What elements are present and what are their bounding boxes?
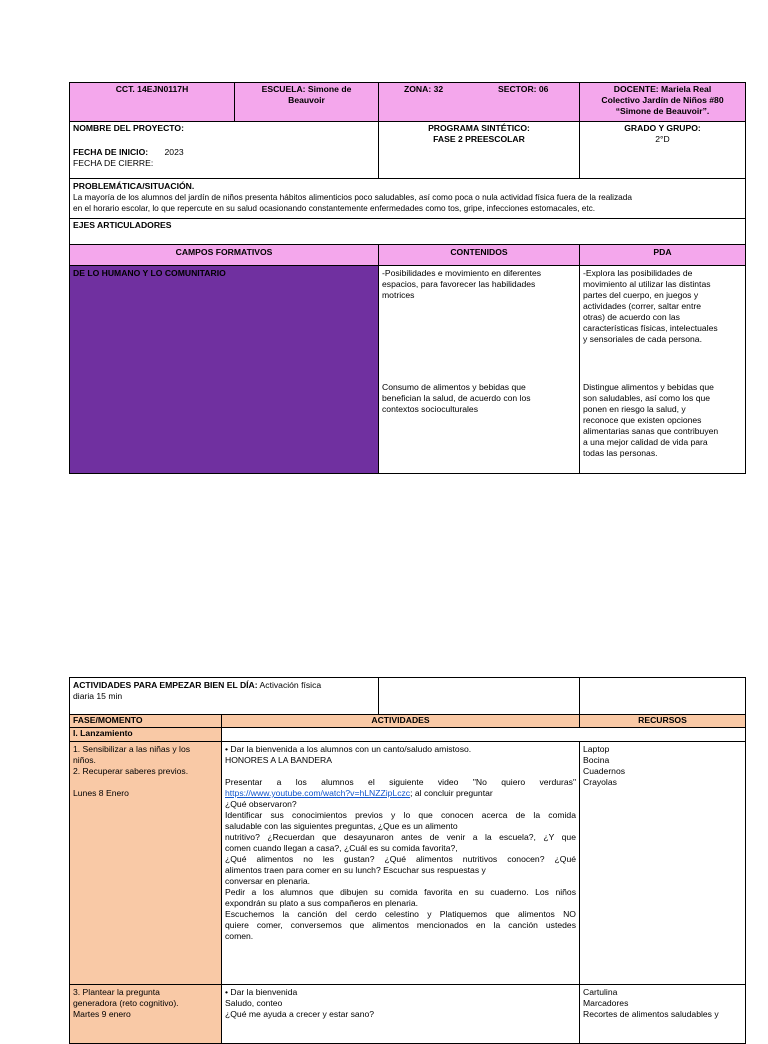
- fase-row-2-line: 3. Plantear la pregunta: [73, 987, 160, 997]
- actividades-row-1: [221, 741, 580, 985]
- header-campos: [69, 244, 379, 266]
- pda-2-line: ponen en riesgo la salud, y: [583, 404, 686, 414]
- grado-value: 2°D: [655, 134, 670, 144]
- recurso-item: Recortes de alimentos saludables y: [583, 1009, 719, 1019]
- video-link[interactable]: https://www.youtube.com/watch?v=hLNZZipLczc: [225, 788, 411, 798]
- recursos-row-2: [579, 984, 746, 1044]
- act-row-2-line: ¿Qué me ayuda a crecer y estar sano?: [225, 1009, 375, 1019]
- lanzamiento-cell: [69, 727, 222, 742]
- nombre-proyecto-label: NOMBRE DEL PROYECTO:: [73, 123, 184, 133]
- header-recursos-text: RECURSOS: [638, 715, 687, 725]
- contenido-1: [382, 268, 576, 301]
- recurso-item: Marcadores: [583, 998, 629, 1008]
- empty-cell: [579, 677, 746, 715]
- escuela-line: ESCUELA: Simone de: [261, 84, 352, 94]
- pda-2-line: Distingue alimentos y bebidas que: [583, 382, 714, 392]
- header-campos-text: CAMPOS FORMATIVOS: [175, 247, 273, 257]
- pda-1-line: actividades (correr, saltar entre: [583, 301, 701, 311]
- pda-2-line: todas las personas.: [583, 448, 658, 458]
- pda-2-line: a una mejor calidad de vida para: [583, 437, 708, 447]
- recursos-row-1: [579, 741, 746, 985]
- fase-row-1-line: 1. Sensibilizar a las niñas y los: [73, 744, 191, 754]
- pda-1-line: características físicas, intelectuales: [583, 323, 718, 333]
- cct-cell: [69, 82, 235, 122]
- actividades-dia-label: ACTIVIDADES PARA EMPEZAR BIEN EL DÍA:: [73, 680, 258, 690]
- fase-row-2-line: Martes 9 enero: [73, 1009, 131, 1019]
- problematica-cell: [69, 178, 746, 219]
- act-body-line: comen cuando llegan a casa?, ¿Cuál es su comida favorita?,: [225, 843, 458, 853]
- pda-2-line: reconoce que existen opciones: [583, 415, 702, 425]
- fecha-cierre-label: FECHA DE CIERRE:: [73, 158, 154, 168]
- programa-line: PROGRAMA SINTÉTICO:: [428, 123, 530, 133]
- act-row-2-line: Saludo, conteo: [225, 998, 283, 1008]
- problematica-line: en el horario escolar, lo que repercute en su salud ocasionando constantemente enfermedades como tos, gripe, infecciones estomacales, etc.: [73, 203, 596, 213]
- actividades-dia-value: Activación física: [259, 680, 322, 690]
- nombre-proyecto-cell: [69, 121, 379, 179]
- header-actividades: [221, 714, 580, 728]
- act-body-line: Pedir a los alumnos que dibujen su comida favorita en su cuaderno. Los niños: [225, 887, 576, 897]
- contenido-1-line: -Posibilidades e movimiento en diferentes: [382, 268, 542, 278]
- contenidos-cell: [378, 265, 580, 474]
- header-recursos: [579, 714, 746, 728]
- cct-text: CCT. 14EJN0117H: [115, 84, 189, 94]
- docente-line: “Simone de Beauvoir”.: [615, 106, 710, 116]
- fecha-inicio-label: FECHA DE INICIO:: [73, 147, 149, 157]
- act-body-line: ¿Qué observaron?: [225, 799, 297, 809]
- header-fase-text: FASE/MOMENTO: [73, 715, 143, 725]
- act-body-line: saludable con las siguientes preguntas, ¿Que es un alimento: [225, 821, 458, 831]
- fase-row-2: [69, 984, 222, 1044]
- act-link-after: ; al concluir preguntar: [410, 788, 493, 798]
- pda-2-line: alimentarias sanas que contribuyen: [583, 426, 719, 436]
- pda-1-line: movimiento al utilizar las distintas: [583, 279, 711, 289]
- contenido-1-line: motrices: [382, 290, 415, 300]
- recurso-item: Cartulina: [583, 987, 618, 997]
- act-video-line: Presentar a los alumnos el siguiente video "No quiero verduras": [225, 777, 576, 787]
- act-body-line: Escuchemos la canción del cerdo celestino y Platiquemos que alimentos NO: [225, 909, 576, 919]
- activities-table: [69, 677, 746, 1024]
- lanzamiento-text: I. Lanzamiento: [73, 728, 133, 738]
- empty-cell: [221, 727, 746, 742]
- header-actividades-text: ACTIVIDADES: [371, 715, 430, 725]
- zona-sector-cell: [378, 82, 580, 122]
- escuela-line: Beauvoir: [288, 95, 325, 105]
- grado-label: GRADO Y GRUPO:: [624, 123, 701, 133]
- pda-1-line: y sensoriales de cada persona.: [583, 334, 702, 344]
- ejes-label: EJES ARTICULADORES: [73, 220, 172, 230]
- contenido-1-line: espacios, para favorecer las habilidades: [382, 279, 536, 289]
- fase-row-2-line: generadora (reto cognitivo).: [73, 998, 179, 1008]
- actividades-dia-cell: [69, 677, 379, 715]
- act-row-2-line: • Dar la bienvenida: [225, 987, 298, 997]
- problematica-line: La mayoría de los alumnos del jardín de niños presenta hábitos alimenticios poco saludables, así como poca o nula actividad física fuera de la realizada: [73, 192, 632, 202]
- programa-line: FASE 2 PREESCOLAR: [433, 134, 525, 144]
- act-body-line: conversar en plenaria.: [225, 876, 311, 886]
- ejes-cell: [69, 218, 746, 245]
- recurso-item: Laptop: [583, 744, 610, 754]
- fase-row-1-date: Lunes 8 Enero: [73, 788, 129, 798]
- act-intro-line: • Dar la bienvenida a los alumnos con un canto/saludo amistoso.: [225, 744, 472, 754]
- problematica-label: PROBLEMÁTICA/SITUACIÓN.: [73, 181, 195, 191]
- actividades-row-2: [221, 984, 580, 1044]
- docente-line: Colectivo Jardín de Niños #80: [601, 95, 724, 105]
- pda-cell: [579, 265, 746, 474]
- empty-cell: [378, 677, 580, 715]
- pda-1-line: partes del cuerpo, en juegos y: [583, 290, 699, 300]
- sector-text: SECTOR: 06: [498, 84, 549, 94]
- contenido-2-line: benefician la salud, de acuerdo con los: [382, 393, 531, 403]
- programa-cell: [378, 121, 580, 179]
- fase-row-1-line: niños.: [73, 755, 96, 765]
- docente-cell: [579, 82, 746, 122]
- act-body-line: Identificar sus conocimientos previos y lo que conocen acerca de la comida: [225, 810, 576, 820]
- contenido-2-line: Consumo de alimentos y bebidas que: [382, 382, 526, 392]
- pda-1-line: -Explora las posibilidades de: [583, 268, 693, 278]
- header-pda-text: PDA: [653, 247, 672, 257]
- escuela-cell: [234, 82, 379, 122]
- contenido-2: [382, 382, 531, 415]
- act-intro-line: HONORES A LA BANDERA: [225, 755, 332, 765]
- header-contenidos-text: CONTENIDOS: [450, 247, 508, 257]
- act-body-line: comen.: [225, 931, 254, 941]
- campo-formativo-cell: [69, 265, 379, 474]
- fecha-inicio-value: 2023: [164, 147, 184, 157]
- act-body-line: alimentos traen para comer en su lunch? Escuchar sus respuestas y: [225, 865, 486, 875]
- recurso-item: Cuadernos: [583, 766, 626, 776]
- act-body-line: expondrán su plato a sus compañeros en plenaria.: [225, 898, 419, 908]
- pda-1: [583, 268, 742, 345]
- pda-1-line: otras) de acuerdo con las: [583, 312, 680, 322]
- header-pda: [579, 244, 746, 266]
- recurso-item: Bocina: [583, 755, 610, 765]
- act-body-line: ¿Qué alimentos no les gustan? ¿Qué alimentos nutritivos conocen? ¿Qué: [225, 854, 576, 864]
- pda-2: [583, 382, 718, 459]
- actividades-dia-value-2: diaria 15 min: [73, 691, 123, 701]
- campo-formativo-text: DE LO HUMANO Y LO COMUNITARIO: [73, 268, 226, 278]
- project-header-table: [69, 82, 746, 474]
- header-fase: [69, 714, 222, 728]
- contenido-2-line: contextos socioculturales: [382, 404, 479, 414]
- header-contenidos: [378, 244, 580, 266]
- docente-line: DOCENTE: Mariela Real: [613, 84, 712, 94]
- fase-row-1-line: 2. Recuperar saberes previos.: [73, 766, 189, 776]
- act-body-line: quiere comer, conversemos que alimentos mencionados en la canción ustedes: [225, 920, 576, 930]
- grado-cell: [579, 121, 746, 179]
- act-body-line: nutritivo? ¿Recuerdan que desayunaron antes de venir a la escuela?, ¿Y que: [225, 832, 576, 842]
- fase-row-1: [69, 741, 222, 985]
- zona-text: ZONA: 32: [404, 84, 444, 94]
- pda-2-line: son saludables, así como los que: [583, 393, 711, 403]
- recurso-item: Crayolas: [583, 777, 617, 787]
